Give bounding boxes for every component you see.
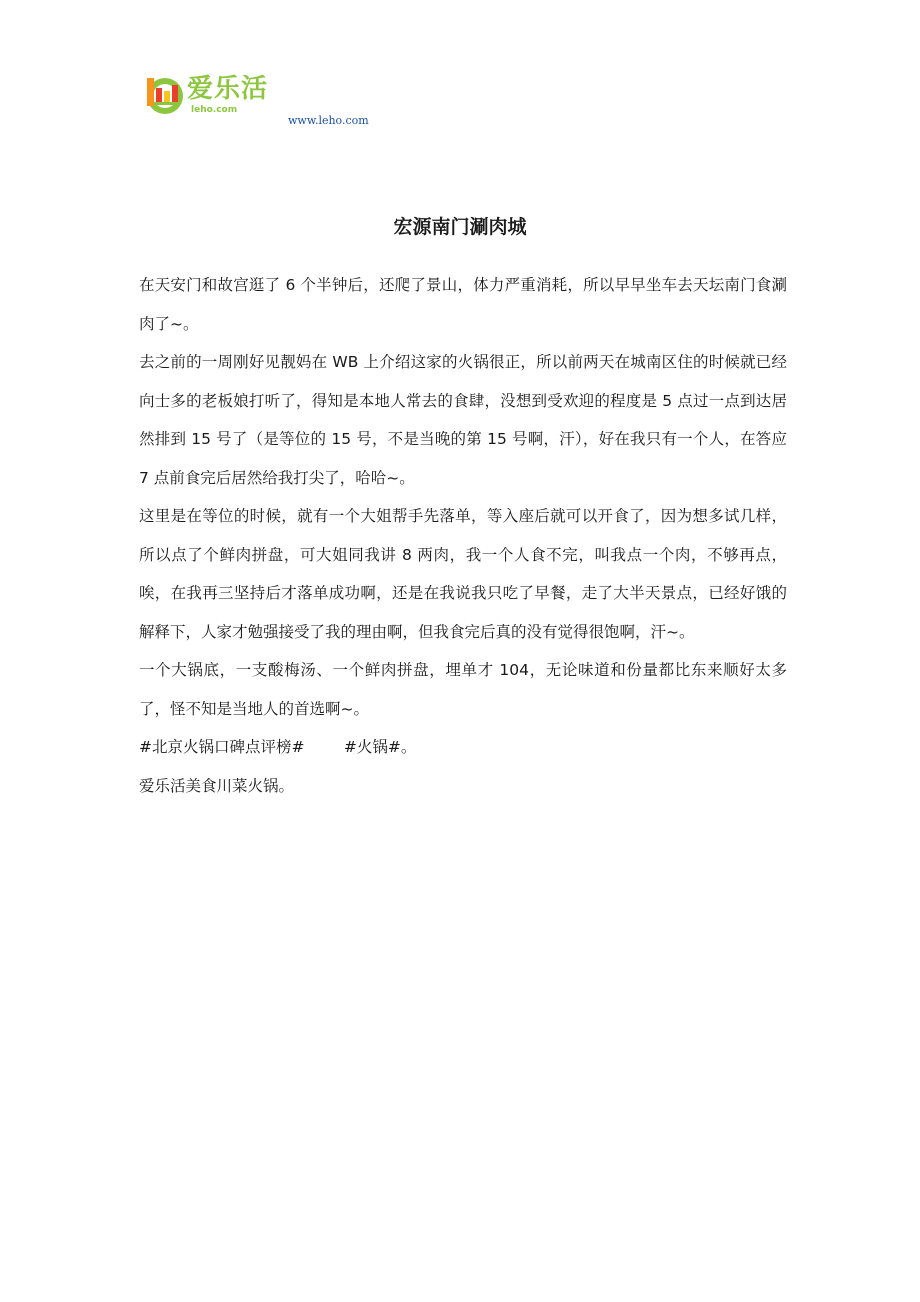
site-logo[interactable] [143, 72, 293, 120]
leho-logo-icon [143, 72, 185, 116]
article-paragraph: 一个大锅底，一支酸梅汤、一个鲜肉拼盘，埋单才 104，无论味道和份量都比东来顺好太多了，怪不知是当地人的首选啊~。 [139, 661, 787, 718]
site-url-link[interactable]: www.leho.com [288, 114, 369, 127]
article-tags: #北京火锅口碑点评榜# #火锅#。 [139, 738, 417, 756]
logo-text: 爱乐活 [187, 74, 269, 104]
article-paragraph: 去之前的一周刚好见靓妈在 WB 上介绍这家的火锅很正，所以前两天在城南区住的时候就已经向士多的老板娘打听了，得知是本地人常去的食肆，没想到受欢迎的程度是 5 点过一点到达居然排到 15 号了（是等位的 15 号，不是当晚的第 15 号啊，汗），好在我只有一个人，在答应 7 点前食完后居然给我打尖了，哈哈~。 [139, 353, 787, 487]
article-body [139, 266, 787, 805]
article-paragraph: 在天安门和故宫逛了 6 个半钟后，还爬了景山，体力严重消耗，所以早早坐车去天坛南门食涮肉了~。 [139, 276, 787, 333]
article-footer-line: 爱乐活美食川菜火锅。 [139, 776, 295, 795]
article-title: 宏源南门涮肉城 [393, 216, 527, 238]
logo-subtext: leho.com [191, 105, 238, 115]
article-paragraph: 这里是在等位的时候，就有一个大姐帮手先落单，等入座后就可以开食了，因为想多试几样，所以点了个鲜肉拼盘，可大姐同我讲 8 两肉，我一个人食不完，叫我点一个肉，不够再点，唉，在我再三坚持后才落单成功啊，还是在我说我只吃了早餐，走了大半天景点，已经好饿的解释下，人家才勉强接受了我的理由啊，但我食完后真的没有觉得很饱啊，汗~。 [139, 507, 787, 641]
